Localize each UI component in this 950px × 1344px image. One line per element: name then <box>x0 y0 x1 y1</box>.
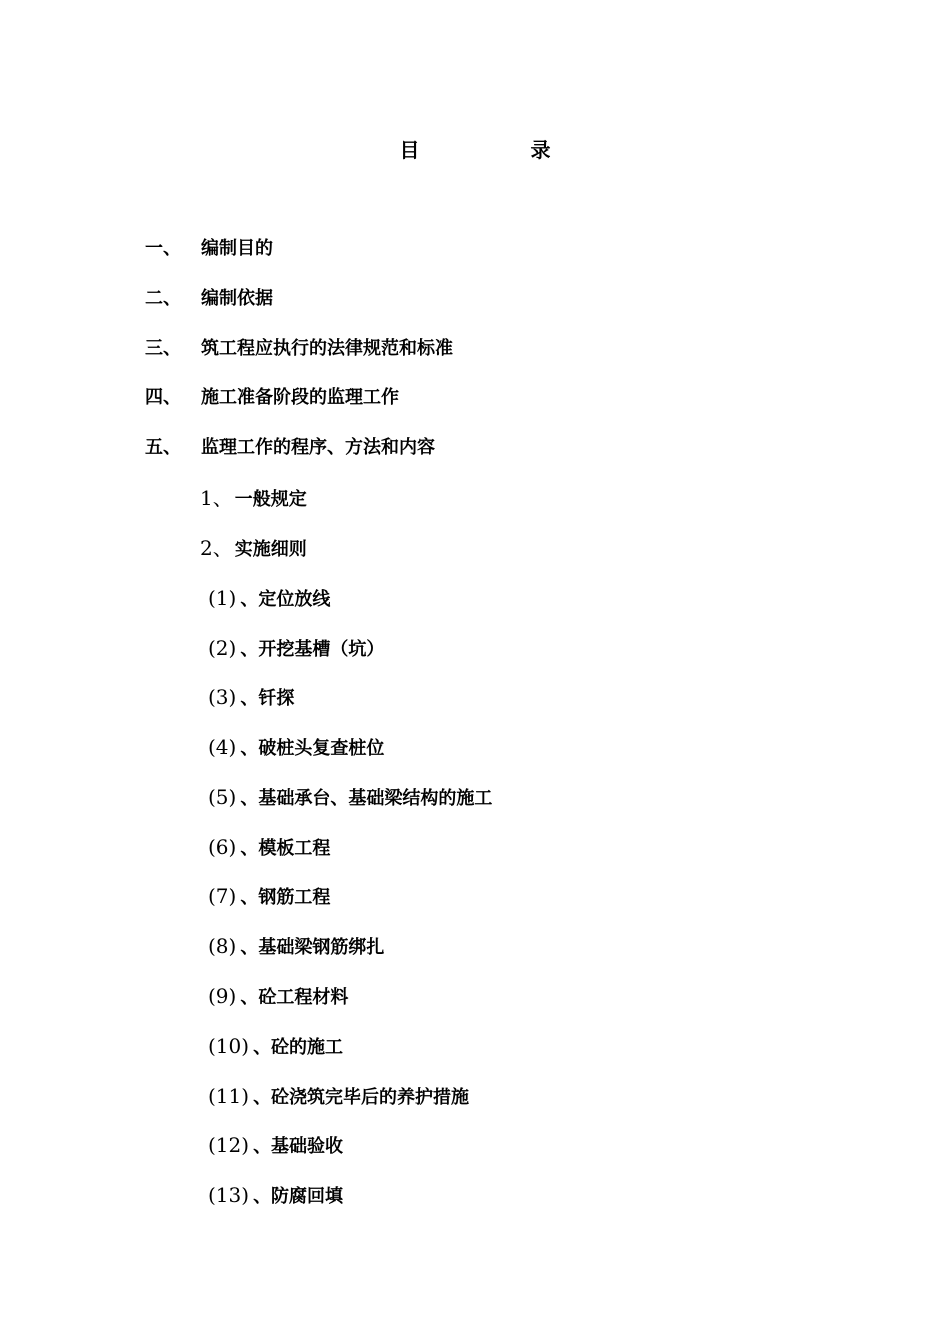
toc-item-3 <box>145 336 453 362</box>
toc-item-text: 、砼工程材料 <box>240 987 349 1008</box>
toc-detail-13 <box>208 1182 343 1210</box>
toc-item-text: 、开挖基槽（坑） <box>240 639 385 660</box>
toc-item-text: 编制依据 <box>201 288 273 309</box>
toc-item-text: 、模板工程 <box>240 838 331 859</box>
toc-detail-1 <box>208 585 330 613</box>
toc-item-number: (5) <box>208 785 237 809</box>
toc-item-number: (8) <box>208 934 237 958</box>
toc-item-text: 、定位放线 <box>240 589 331 610</box>
toc-item-number: 一、 <box>145 238 181 259</box>
toc-item-number: (6) <box>208 835 237 859</box>
toc-item-text: 、基础验收 <box>253 1136 344 1157</box>
toc-item-number: 五、 <box>145 437 181 458</box>
toc-item-text: 编制目的 <box>201 238 273 259</box>
toc-detail-4 <box>208 734 384 762</box>
toc-item-1 <box>145 236 273 262</box>
toc-item-5 <box>145 435 435 461</box>
toc-item-text: 、防腐回填 <box>253 1186 344 1207</box>
toc-item-text: 一般规定 <box>234 489 307 510</box>
toc-detail-6 <box>208 834 330 862</box>
toc-detail-10 <box>208 1033 343 1061</box>
toc-item-4 <box>145 385 399 411</box>
toc-item-number: 2、 <box>200 536 233 560</box>
toc-item-text: 、砼的施工 <box>253 1037 344 1058</box>
toc-item-number: 二、 <box>145 288 181 309</box>
toc-item-number: (9) <box>208 984 237 1008</box>
toc-item-number: (11) <box>208 1084 250 1108</box>
toc-item-number: (2) <box>208 636 237 660</box>
toc-item-text: 监理工作的程序、方法和内容 <box>201 437 435 458</box>
toc-subitem-2 <box>200 535 307 563</box>
toc-item-text: 、钎探 <box>240 688 295 709</box>
toc-item-text: 、基础梁钢筋绑扎 <box>240 937 385 958</box>
toc-item-number: (3) <box>208 685 237 709</box>
toc-detail-9 <box>208 983 348 1011</box>
toc-item-number: (7) <box>208 884 237 908</box>
toc-detail-8 <box>208 933 384 961</box>
toc-detail-12 <box>208 1132 343 1160</box>
toc-detail-2 <box>208 635 384 663</box>
toc-item-text: 、砼浇筑完毕后的养护措施 <box>253 1087 470 1108</box>
toc-item-text: 、破桩头复查桩位 <box>240 738 385 759</box>
toc-item-number: (4) <box>208 735 237 759</box>
toc-item-text: 、钢筋工程 <box>240 887 331 908</box>
toc-item-number: (12) <box>208 1133 250 1157</box>
toc-item-number: (1) <box>208 586 237 610</box>
toc-item-text: 、基础承台、基础梁结构的施工 <box>240 788 493 809</box>
toc-item-2 <box>145 286 273 312</box>
toc-subitem-1 <box>200 485 307 513</box>
toc-item-number: 三、 <box>145 338 181 359</box>
toc-item-number: 1、 <box>200 486 233 510</box>
toc-detail-5 <box>208 784 492 812</box>
toc-detail-11 <box>208 1083 469 1111</box>
toc-detail-7 <box>208 883 330 911</box>
toc-title: 目 录 <box>399 138 603 162</box>
toc-item-number: 四、 <box>145 387 181 408</box>
toc-item-text: 筑工程应执行的法律规范和标准 <box>201 338 453 359</box>
toc-item-number: (10) <box>208 1034 250 1058</box>
toc-item-text: 施工准备阶段的监理工作 <box>201 387 399 408</box>
toc-detail-3 <box>208 684 294 712</box>
toc-item-number: (13) <box>208 1183 250 1207</box>
toc-item-text: 实施细则 <box>234 539 307 560</box>
